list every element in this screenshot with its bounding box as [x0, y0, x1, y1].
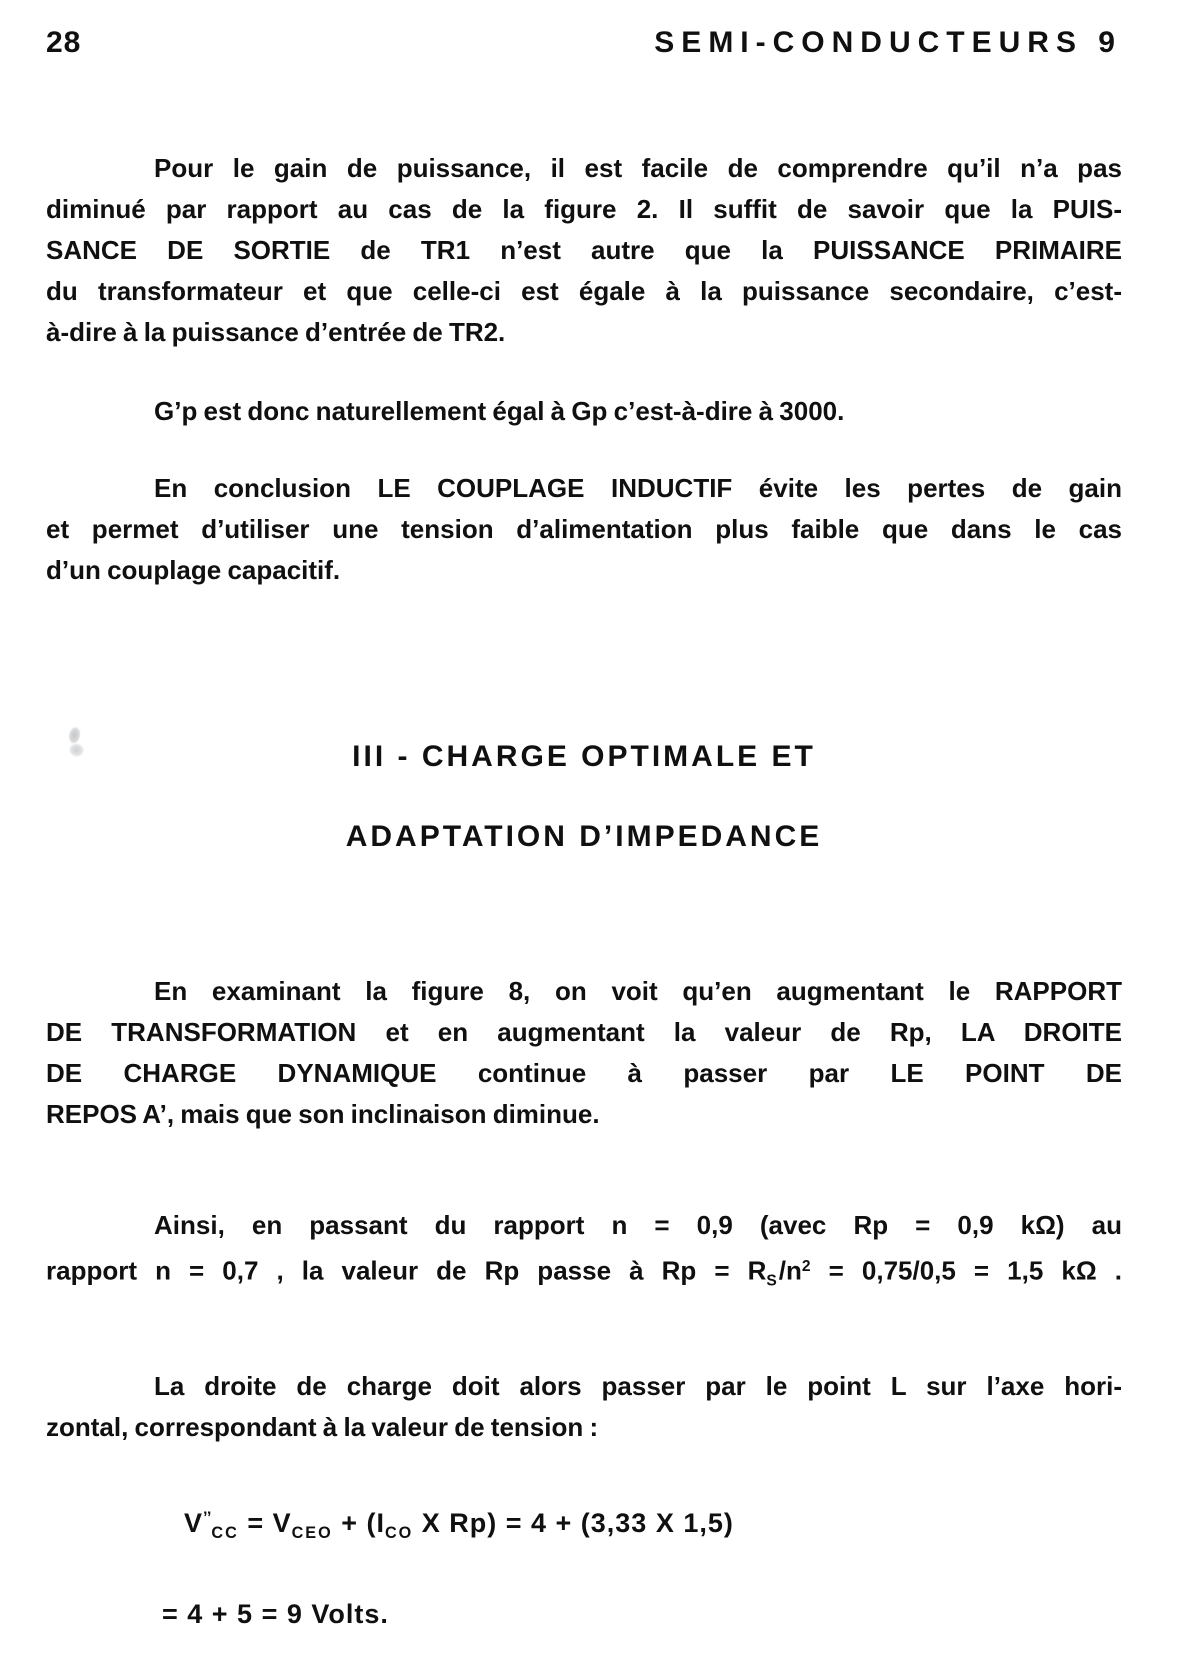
math-subscript: CC: [211, 1523, 239, 1542]
running-title: SEMI-CONDUCTEURS 9: [654, 26, 1122, 59]
paragraph-5: [46, 1205, 1122, 1302]
math-text: X Rp) = 4 + (3,33 X 1,5): [413, 1507, 734, 1538]
math-text: = V: [238, 1507, 292, 1538]
paragraph-6: [46, 1366, 1122, 1448]
equation-line-2: = 4 + 5 = 9 Volts.: [162, 1598, 389, 1629]
paragraph-4: [46, 971, 1122, 1135]
section-heading-line-1: III - CHARGE OPTIMALE ET: [352, 740, 816, 773]
body-line-with-math: [46, 1246, 1122, 1302]
body-line: La droite de charge doit alors passer par le point L sur l’axe hori-: [154, 1370, 1122, 1401]
body-line: Pour le gain de puissance, il est facile de comprendre qu’il n’a pas: [154, 153, 1122, 183]
body-line: d’un couplage capacitif.: [46, 555, 341, 585]
math-text: rapport n = 0,7 , la valeur de Rp passe à Rp = R: [46, 1255, 767, 1286]
body-line: DE CHARGE DYNAMIQUE continue à passer par LE POINT DE: [46, 1058, 1122, 1088]
page-number: 28: [46, 26, 82, 59]
math-text: + (I: [332, 1507, 385, 1538]
math-superscript: 2: [801, 1258, 811, 1275]
math-text: /n: [778, 1255, 802, 1286]
math-symbol: V: [184, 1507, 204, 1538]
math-subscript: CEO: [291, 1523, 333, 1542]
math-text: = 0,75/0,5 = 1,5 kΩ .: [810, 1255, 1122, 1286]
page-header: [46, 26, 1122, 60]
body-line: En examinant la figure 8, on voit qu’en augmentant le RAPPORT: [154, 976, 1122, 1006]
body-line: diminué par rapport au cas de la figure 2. Il suffit de savoir que la PUIS-: [46, 194, 1122, 224]
body-line: et permet d’utiliser une tension d’alimentation plus faible que dans le cas: [46, 514, 1122, 544]
body-line: DE TRANSFORMATION et en augmentant la valeur de Rp, LA DROITE: [46, 1017, 1122, 1047]
body-line: Ainsi, en passant du rapport n = 0,9 (avec Rp = 0,9 kΩ) au: [154, 1210, 1122, 1240]
paragraph-1: [46, 148, 1122, 353]
double-prime: ’’: [203, 1508, 212, 1527]
equation-block: [46, 1498, 1122, 1635]
math-subscript: S: [766, 1272, 779, 1290]
paragraph-2: [46, 391, 1122, 432]
paragraph-3: [46, 468, 1122, 591]
body-line: En conclusion LE COUPLAGE INDUCTIF évite les pertes de gain: [154, 473, 1122, 503]
body-line: à-dire à la puissance d’entrée de TR2.: [46, 317, 506, 347]
equation-line-1: [46, 1498, 1122, 1554]
math-subscript: CO: [384, 1523, 414, 1542]
body-line: zontal, correspondant à la valeur de tension :: [46, 1411, 599, 1442]
body-line: G’p est donc naturellement égal à Gp c’est-à-dire à 3000.: [154, 396, 845, 426]
body-line: SANCE DE SORTIE de TR1 n’est autre que la PUISSANCE PRIMAIRE: [46, 235, 1122, 265]
section-heading-line-2: ADAPTATION D’IMPEDANCE: [345, 820, 823, 853]
body-line: du transformateur et que celle-ci est égale à la puissance secondaire, c’est-: [46, 276, 1122, 306]
body-line: REPOS A’, mais que son inclinaison diminue.: [46, 1099, 600, 1129]
